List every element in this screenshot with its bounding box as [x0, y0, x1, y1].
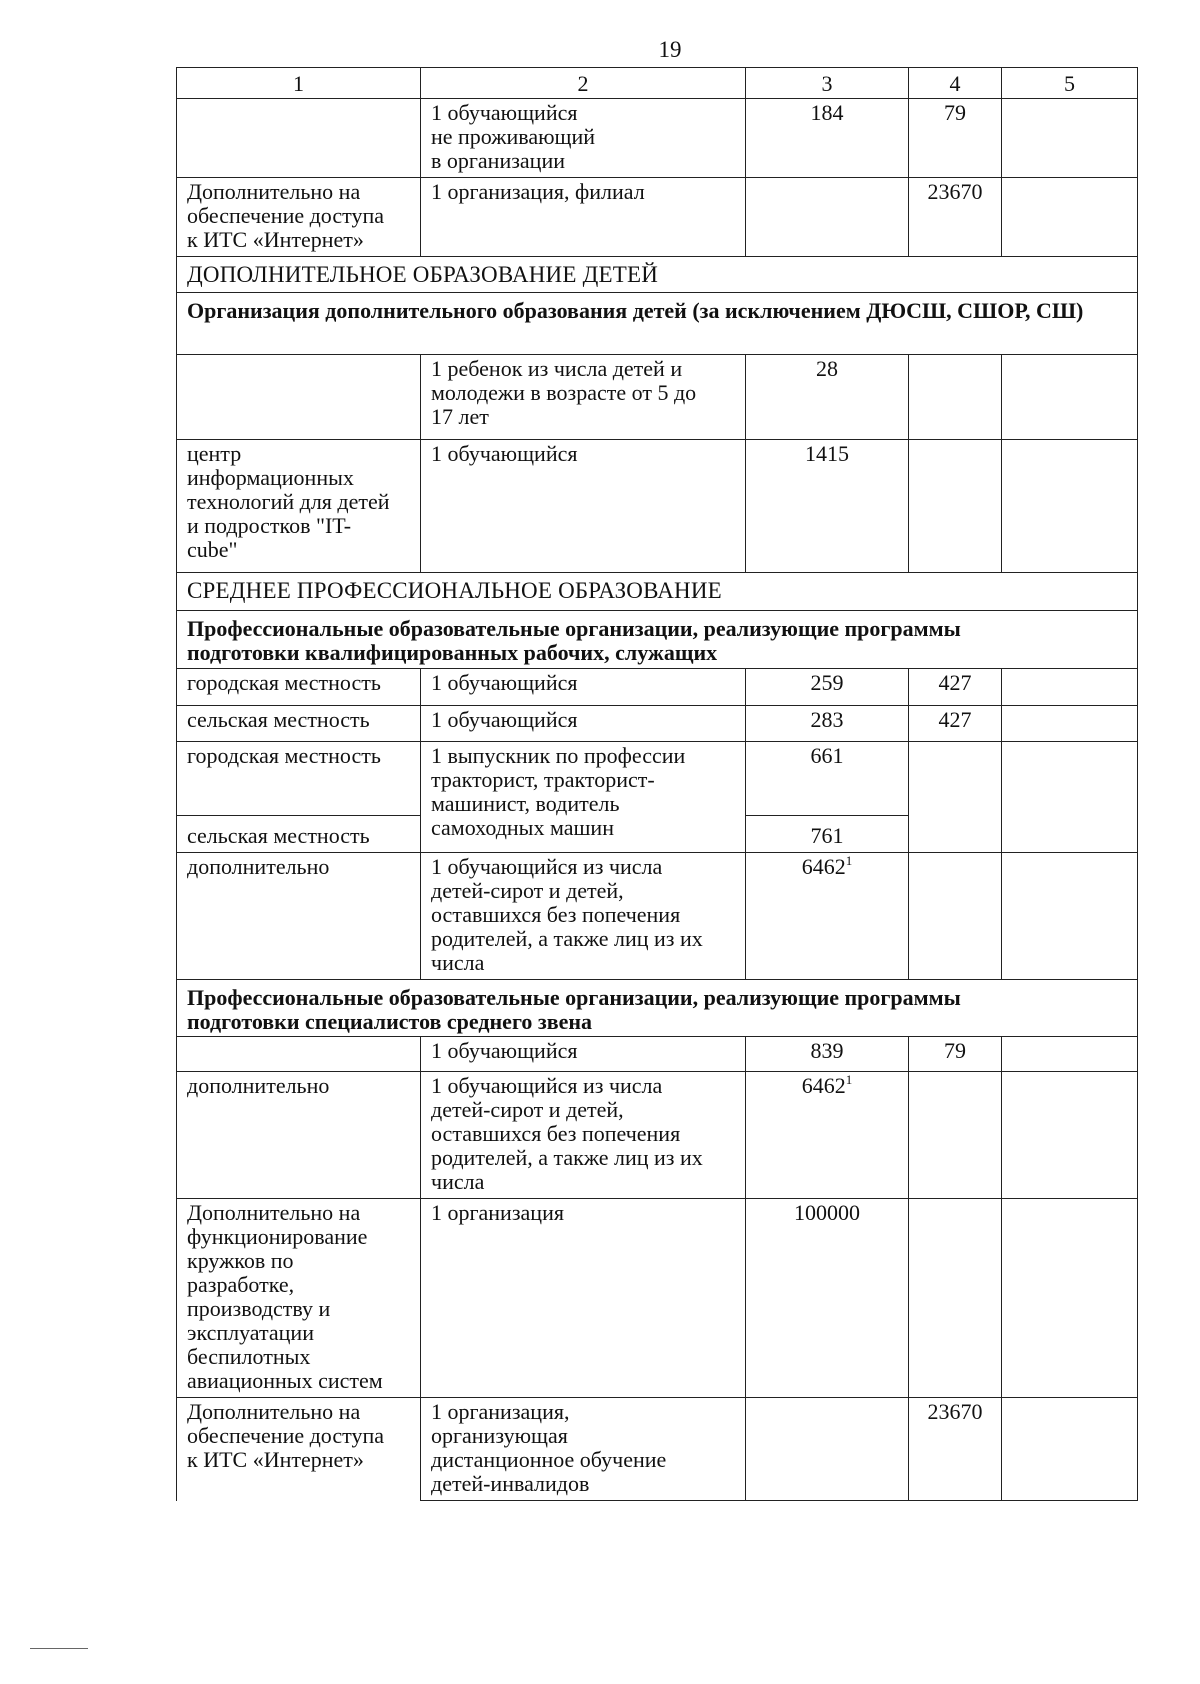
- table-cell: [746, 853, 909, 980]
- page-number: 19: [658, 37, 682, 62]
- table-cell: 1 ребенок из числа детей и молодежи в возрасте от 5 до 17 лет: [421, 355, 746, 440]
- table-cell: [909, 1199, 1002, 1398]
- table-cell: 1 обучающийся: [421, 706, 746, 742]
- footnote-mark: 1: [845, 853, 853, 868]
- table-cell: [1002, 853, 1138, 980]
- table-cell: 661: [746, 742, 909, 816]
- table-cell: Дополнительно на обеспечение доступа к ИТС «Интернет»: [177, 1398, 421, 1501]
- table-row: [177, 440, 1138, 573]
- table-cell: 1415: [746, 440, 909, 573]
- header-cell: 3: [746, 68, 909, 99]
- table-cell: [746, 1398, 909, 1501]
- table-cell: сельская местность: [177, 706, 421, 742]
- tariff-table: [176, 67, 1138, 1501]
- section-heading-row: [177, 573, 1138, 611]
- table-cell: 427: [909, 669, 1002, 706]
- table-cell: [1002, 178, 1138, 257]
- table-cell: [1002, 1037, 1138, 1072]
- table-cell: 1 обучающийся: [421, 440, 746, 573]
- table-cell: городская местность: [177, 669, 421, 706]
- table-cell: 427: [909, 706, 1002, 742]
- table-cell: дополнительно: [177, 853, 421, 980]
- section-heading: СРЕДНЕЕ ПРОФЕССИОНАЛЬНОЕ ОБРАЗОВАНИЕ: [177, 573, 1138, 611]
- footnote-mark: 1: [845, 1072, 853, 1087]
- table-cell: 1 обучающийся не проживающий в организации: [421, 99, 746, 178]
- table-cell: 1 организация, организующая дистанционное обучение детей-инвалидов: [421, 1398, 746, 1501]
- table-cell: 1 организация, филиал: [421, 178, 746, 257]
- header-cell: 1: [177, 68, 421, 99]
- table-cell: [909, 440, 1002, 573]
- table-cell: 23670: [909, 1398, 1002, 1501]
- table-row: [177, 1072, 1138, 1199]
- table-cell: [1002, 99, 1138, 178]
- table-cell: 23670: [909, 178, 1002, 257]
- table-cell: [909, 1072, 1002, 1199]
- table-row: [177, 669, 1138, 706]
- value: 6462: [801, 854, 846, 879]
- header-cell: 2: [421, 68, 746, 99]
- subsection-heading-row: [177, 980, 1138, 1037]
- table-row: [177, 706, 1138, 742]
- subsection-heading-row: [177, 293, 1138, 355]
- table-cell: 1 обучающийся из числа детей-сирот и детей, оставшихся без попечения родителей, а также лиц из их числа: [421, 853, 746, 980]
- table-cell: 1 обучающийся: [421, 669, 746, 706]
- table-cell: [177, 99, 421, 178]
- table-cell: 100000: [746, 1199, 909, 1398]
- table-cell: [909, 742, 1002, 853]
- header-cell: 5: [1002, 68, 1138, 99]
- table-cell: 28: [746, 355, 909, 440]
- table-row: [177, 742, 1138, 816]
- table-cell: 1 организация: [421, 1199, 746, 1398]
- table-cell: дополнительно: [177, 1072, 421, 1199]
- table-cell: [177, 1037, 421, 1072]
- table-cell: [1002, 1398, 1138, 1501]
- table-row: [177, 178, 1138, 257]
- subsection-heading: Профессиональные образовательные организации, реализующие программы подготовки квалифицированных рабочих, служащих: [177, 611, 1138, 669]
- subsection-heading: Организация дополнительного образования детей (за исключением ДЮСШ, СШОР, СШ): [177, 293, 1138, 355]
- table-row: [177, 99, 1138, 178]
- table-cell: 761: [746, 816, 909, 853]
- table-cell: 79: [909, 99, 1002, 178]
- table-cell: [909, 853, 1002, 980]
- table-cell: 1 выпускник по профессии тракторист, тракторист- машинист, водитель самоходных машин: [421, 742, 746, 853]
- table-cell: 184: [746, 99, 909, 178]
- table-header-row: [177, 68, 1138, 99]
- table-cell: Дополнительно на функционирование кружков по разработке, производству и эксплуатации беспилотных авиационных систем: [177, 1199, 421, 1398]
- table-cell: [1002, 355, 1138, 440]
- value: 6462: [801, 1073, 846, 1098]
- table-cell: [746, 178, 909, 257]
- table-cell: [177, 355, 421, 440]
- table-cell: [1002, 1199, 1138, 1398]
- table-cell: городская местность: [177, 742, 421, 816]
- table-row: [177, 355, 1138, 440]
- table-row: [177, 853, 1138, 980]
- header-cell: 4: [909, 68, 1002, 99]
- table-cell: 1 обучающийся: [421, 1037, 746, 1072]
- table-cell: [1002, 706, 1138, 742]
- footnote-divider: [30, 1648, 88, 1649]
- section-heading: ДОПОЛНИТЕЛЬНОЕ ОБРАЗОВАНИЕ ДЕТЕЙ: [177, 257, 1138, 293]
- table-cell: 79: [909, 1037, 1002, 1072]
- table-cell: сельская местность: [177, 816, 421, 853]
- subsection-heading-row: [177, 611, 1138, 669]
- table-cell: [1002, 669, 1138, 706]
- table-cell: [746, 1072, 909, 1199]
- table-cell: Дополнительно на обеспечение доступа к ИТС «Интернет»: [177, 178, 421, 257]
- table-cell: [1002, 440, 1138, 573]
- table-row: [177, 1037, 1138, 1072]
- table-cell: 283: [746, 706, 909, 742]
- table-cell: 839: [746, 1037, 909, 1072]
- table-cell: центр информационных технологий для детей и подростков "IT- cube": [177, 440, 421, 573]
- table-row: [177, 1199, 1138, 1398]
- table-cell: [1002, 1072, 1138, 1199]
- table-cell: [909, 355, 1002, 440]
- table-cell: 259: [746, 669, 909, 706]
- table-cell: [1002, 742, 1138, 853]
- subsection-heading: Профессиональные образовательные организации, реализующие программы подготовки специалистов среднего звена: [177, 980, 1138, 1037]
- table-row: [177, 1398, 1138, 1501]
- table-cell: 1 обучающийся из числа детей-сирот и детей, оставшихся без попечения родителей, а также лиц из их числа: [421, 1072, 746, 1199]
- section-heading-row: [177, 257, 1138, 293]
